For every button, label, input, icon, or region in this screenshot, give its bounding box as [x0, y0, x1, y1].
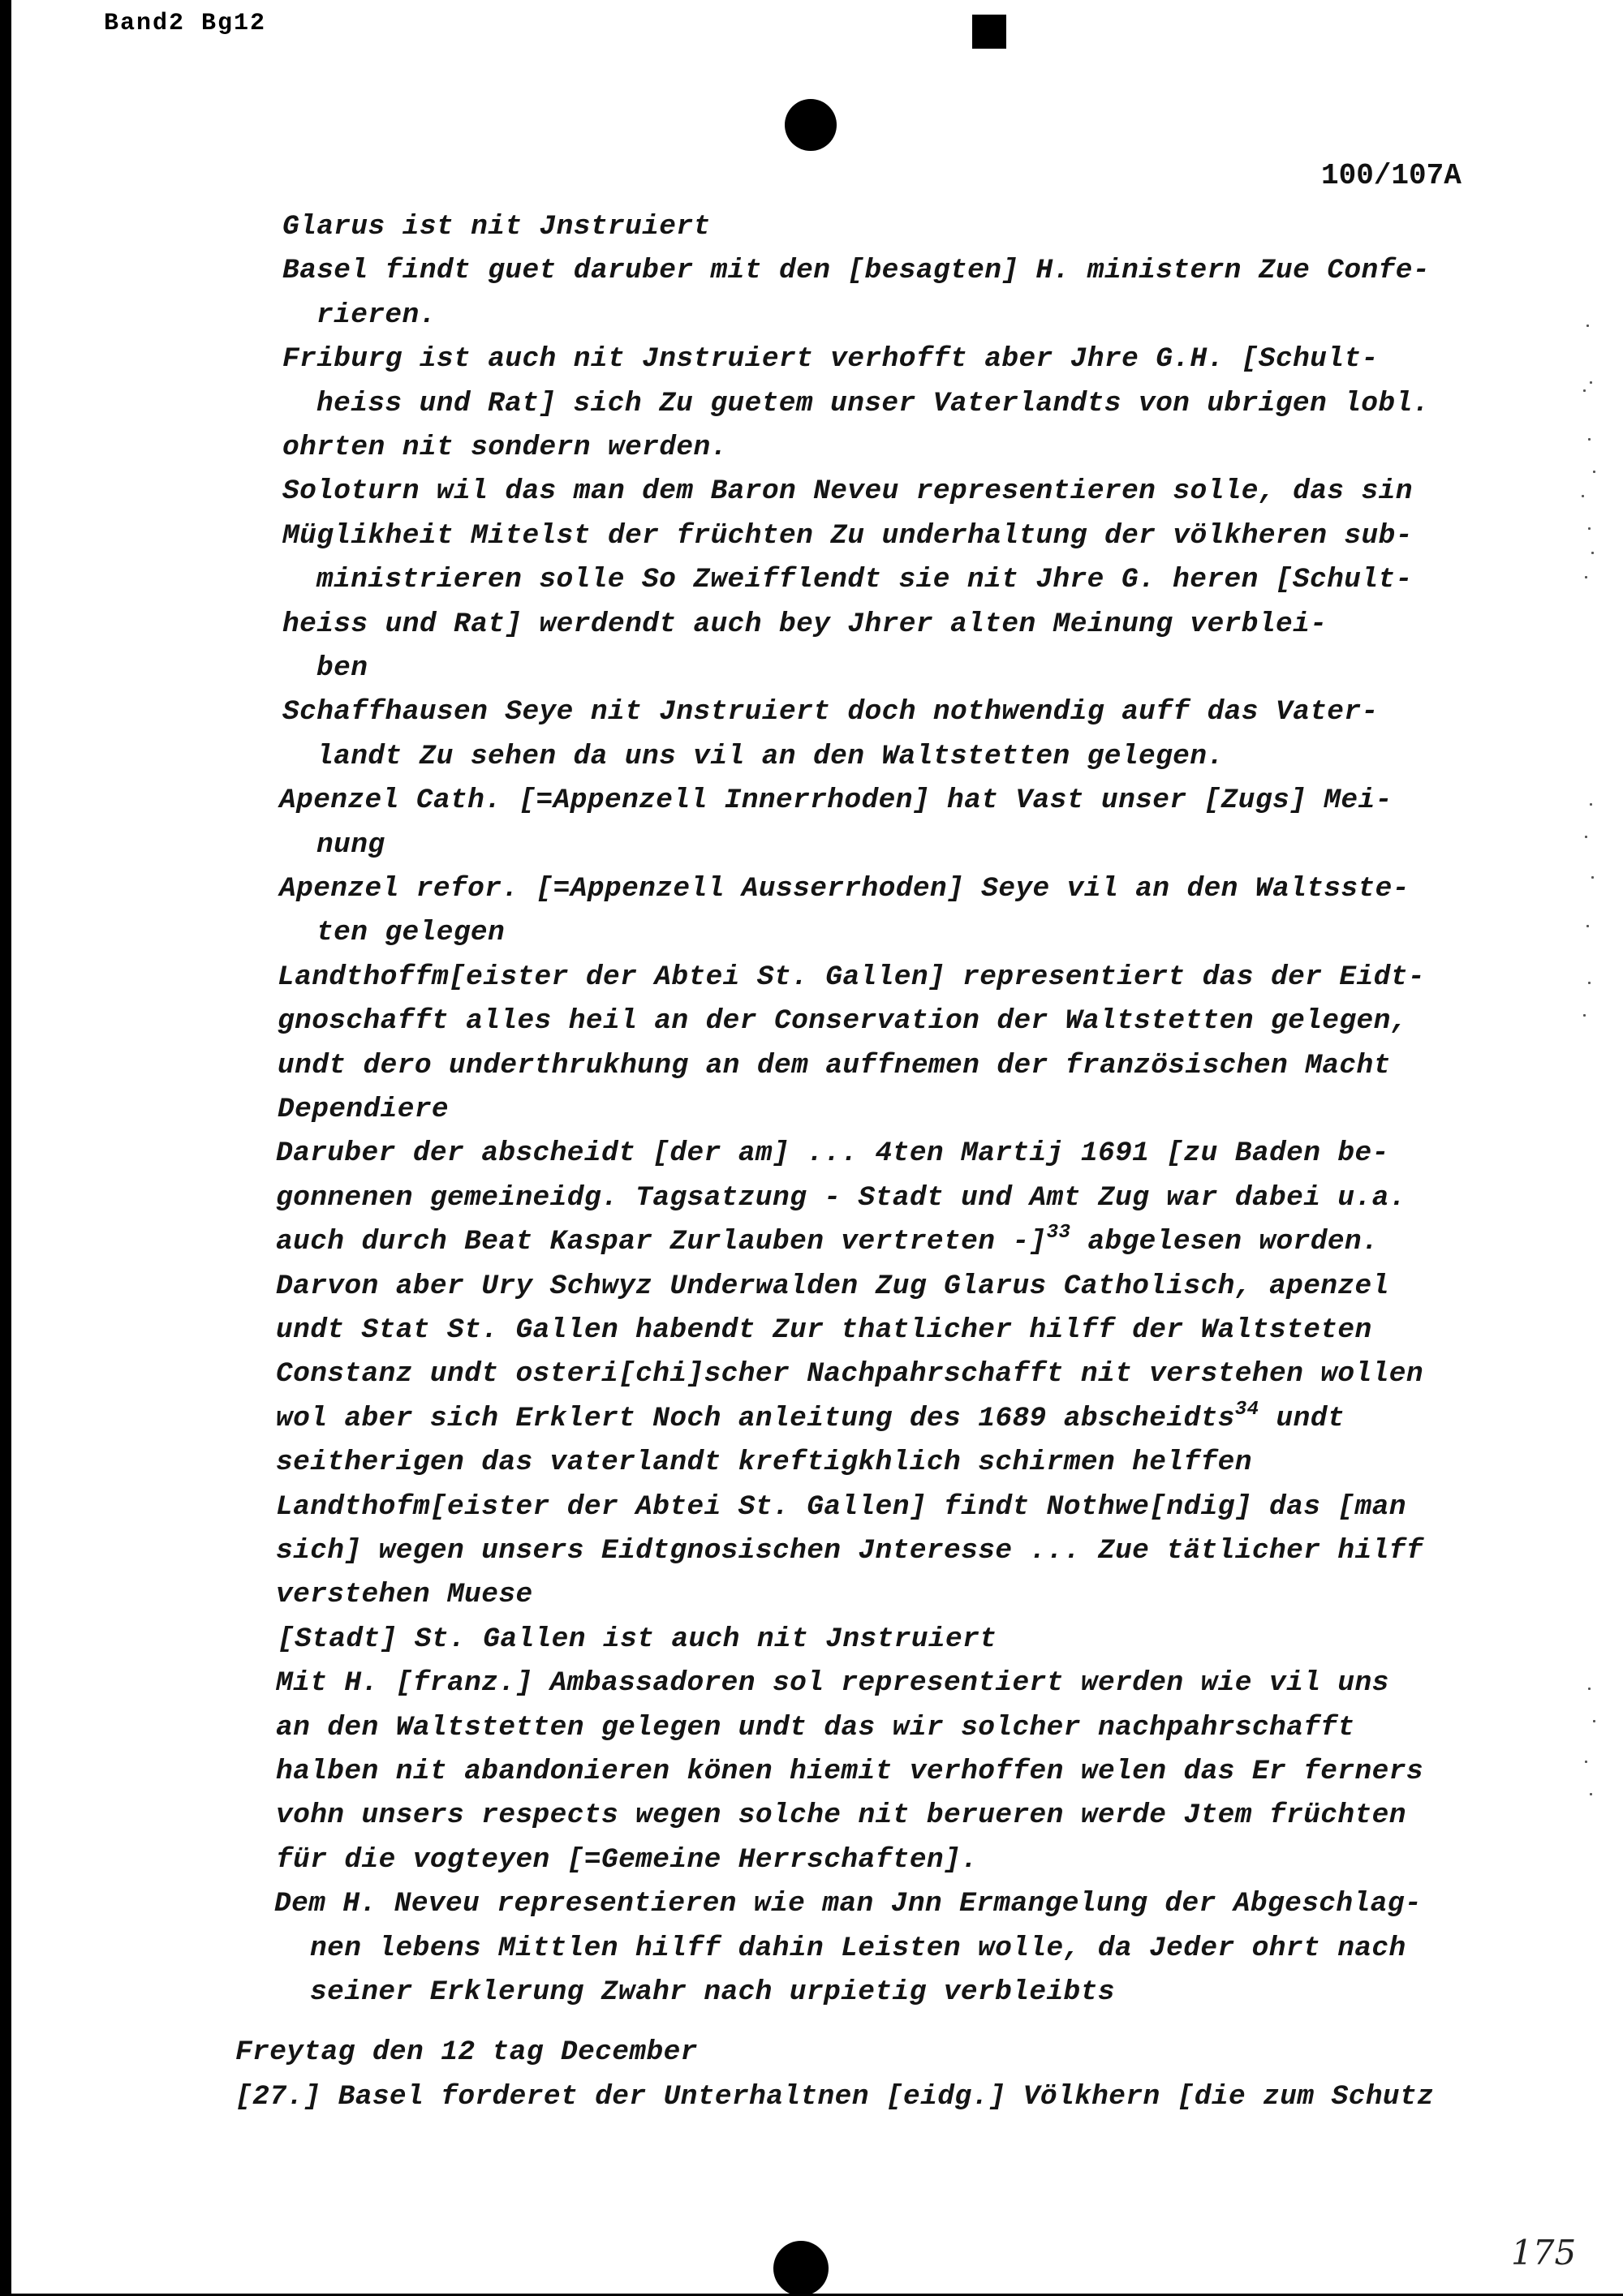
- text-line-content: Landthoffm[eister der Abtei St. Gallen] representiert das der Eidt-: [278, 961, 1425, 993]
- text-line: [279, 873, 1410, 905]
- text-line: [279, 785, 1393, 817]
- text-line: [316, 388, 1430, 420]
- text-line: [282, 255, 1430, 287]
- text-line-content: [Stadt] St. Gallen ist auch nit Jnstruiert: [278, 1623, 997, 1655]
- text-line: [316, 741, 1224, 773]
- text-line-content: Basel findt guet daruber mit den [besagten] H. ministern Zue Confe-: [282, 255, 1430, 287]
- text-line-content: an den Waltstetten gelegen undt das wir solcher nachpahrschafft: [276, 1711, 1355, 1743]
- text-line-content: rieren.: [316, 299, 437, 331]
- text-line: [276, 1712, 1355, 1744]
- registration-mark: [972, 15, 1006, 49]
- text-line-content: vohn unsers respects wegen solche nit berueren werde Jtem früchten: [276, 1799, 1406, 1832]
- text-line-content: Friburg ist auch nit Jnstruiert verhofft aber Jhre G.H. [Schult-: [282, 343, 1379, 376]
- text-line: [316, 564, 1413, 596]
- text-line: [274, 1888, 1422, 1920]
- text-line-content: Schaffhausen Seye nit Jnstruiert doch nothwendig auff das Vater-: [282, 696, 1379, 729]
- text-line: [282, 520, 1413, 553]
- text-line: [278, 1623, 997, 1656]
- text-line-content: für die vogteyen [=Gemeine Herrschaften].: [276, 1843, 979, 1876]
- text-line: [278, 1094, 449, 1126]
- text-line-content: Apenzel Cath. [=Appenzell Innerrhoden] hat Vast unser [Zugs] Mei-: [279, 785, 1393, 817]
- text-line: [282, 432, 728, 464]
- text-line-continuation: undt: [1259, 1402, 1345, 1434]
- text-line: [276, 1447, 1252, 1479]
- page-number: 100/107A: [1321, 159, 1462, 192]
- text-line-content: Soloturn wil das man dem Baron Neveu representieren solle, das sin: [282, 475, 1413, 508]
- text-line-content: sich] wegen unsers Eidtgnosischen Jnteresse ... Zue tätlicher hilff: [276, 1535, 1423, 1567]
- text-line: [316, 299, 437, 332]
- text-line-content: undt Stat St. Gallen habendt Zur thatlicher hilff der Waltsteten: [276, 1314, 1372, 1346]
- punch-hole-bottom: [773, 2241, 829, 2296]
- text-line: [316, 829, 385, 862]
- text-line-content: heiss und Rat] sich Zu guetem unser Vaterlandts von ubrigen lobl.: [316, 387, 1430, 419]
- text-line: [316, 917, 505, 949]
- text-line: [276, 1222, 1380, 1258]
- text-line-content: Glarus ist nit Jnstruiert: [282, 211, 711, 243]
- text-line: [235, 2036, 698, 2069]
- text-line-content: Daruber der abscheidt [der am] ... 4ten Martij 1691 [zu Baden be-: [276, 1137, 1389, 1170]
- text-line-content: gnoschafft alles heil an der Conservation der Waltstetten gelegen,: [278, 1005, 1408, 1038]
- text-line: [276, 1137, 1389, 1170]
- punch-hole-top: [785, 99, 837, 151]
- header-tab: [94, 0, 297, 60]
- text-line: [276, 1491, 1406, 1524]
- text-line-content: landt Zu sehen da uns vil an den Waltstetten gelegen.: [316, 740, 1225, 772]
- text-line: [276, 1535, 1423, 1567]
- footnote-reference: 33: [1046, 1222, 1071, 1245]
- text-line-content: undt dero underthrukhung an dem auffnemen der französischen Macht: [278, 1049, 1391, 1081]
- text-line-content: Darvon aber Ury Schwyz Underwalden Zug Glarus Catholisch, apenzel: [276, 1270, 1389, 1302]
- text-line-content: Landthofm[eister der Abtei St. Gallen] findt Nothwe[ndig] das [man: [276, 1490, 1406, 1523]
- text-line-content: [27.] Basel forderet der Unterhaltnen [eidg.] Völkhern [die zum Schutz: [235, 2080, 1435, 2113]
- margin-marks: [1578, 308, 1603, 1809]
- text-line-content: nen lebens Mittlen hilff dahin Leisten wolle, da Jeder ohrt nach: [310, 1932, 1406, 1964]
- text-line-content: gonnenen gemeineidg. Tagsatzung - Stadt und Amt Zug war dabei u.a.: [276, 1181, 1406, 1214]
- text-line: [276, 1799, 1406, 1832]
- text-line: [276, 1314, 1372, 1347]
- text-line: [310, 1976, 1115, 2009]
- text-line: [282, 211, 711, 243]
- text-line: [276, 1844, 978, 1877]
- text-line-content: auch durch Beat Kaspar Zurlauben vertreten -]: [276, 1226, 1047, 1258]
- text-line: [282, 696, 1379, 729]
- text-line: [276, 1667, 1389, 1700]
- text-line: [276, 1358, 1423, 1391]
- text-line-content: Dem H. Neveu representieren wie man Jnn Ermangelung der Abgeschlag-: [274, 1888, 1422, 1920]
- text-line-content: Mit H. [franz.] Ambassadoren sol representiert werden wie vil uns: [276, 1667, 1389, 1700]
- footnote-reference: 34: [1234, 1398, 1259, 1421]
- text-line: [276, 1398, 1345, 1435]
- text-line: [276, 1756, 1423, 1788]
- folio-number: 175: [1511, 2233, 1577, 2272]
- text-line-content: nung: [316, 828, 385, 861]
- text-line-content: ten gelegen: [316, 917, 506, 949]
- text-line: [276, 1271, 1389, 1303]
- text-line-content: seitherigen das vaterlandt kreftigkhlich schirmen helffen: [276, 1447, 1252, 1479]
- text-line-content: Constanz undt osteri[chi]scher Nachpahrschafft nit verstehen wollen: [276, 1358, 1423, 1391]
- text-line-content: ohrten nit sondern werden.: [282, 432, 728, 463]
- registration-tab: [936, 0, 1041, 65]
- text-line: [282, 343, 1379, 376]
- text-line-content: Müglikheit Mitelst der früchten Zu underhaltung der völkheren sub-: [282, 519, 1413, 552]
- text-line: [282, 608, 1327, 641]
- text-line: [316, 652, 368, 685]
- text-line-content: heiss und Rat] werdendt auch bey Jhrer alten Meinung verblei-: [282, 608, 1328, 640]
- text-line: [276, 1182, 1406, 1215]
- text-line-content: Apenzel refor. [=Appenzell Ausserrhoden] Seye vil an den Waltsste-: [279, 873, 1410, 905]
- text-line-continuation: abgelesen worden.: [1070, 1226, 1380, 1258]
- text-line: [278, 1050, 1391, 1082]
- text-line-content: ben: [316, 652, 368, 684]
- text-line-content: wol aber sich Erklert Noch anleitung des 1689 abscheidts: [276, 1402, 1235, 1434]
- header-tab-label: Band2 Bg12: [104, 10, 267, 37]
- text-line: [278, 1005, 1408, 1038]
- text-line: [278, 961, 1425, 994]
- text-line: [310, 1933, 1406, 1965]
- text-line-content: halben nit abandonieren könen hiemit verhoffen welen das Er ferners: [276, 1756, 1423, 1787]
- text-line-content: seiner Erklerung Zwahr nach urpietig verbleibts: [310, 1976, 1115, 2008]
- text-line-content: Dependiere: [278, 1094, 450, 1125]
- text-line: [282, 475, 1413, 508]
- text-line: [235, 2081, 1434, 2113]
- text-line-content: Freytag den 12 tag December: [235, 2036, 698, 2069]
- text-line-content: ministrieren solle So Zweifflendt sie nit Jhre G. heren [Schult-: [316, 564, 1413, 596]
- text-line-content: verstehen Muese: [276, 1579, 533, 1611]
- text-line: [276, 1579, 533, 1611]
